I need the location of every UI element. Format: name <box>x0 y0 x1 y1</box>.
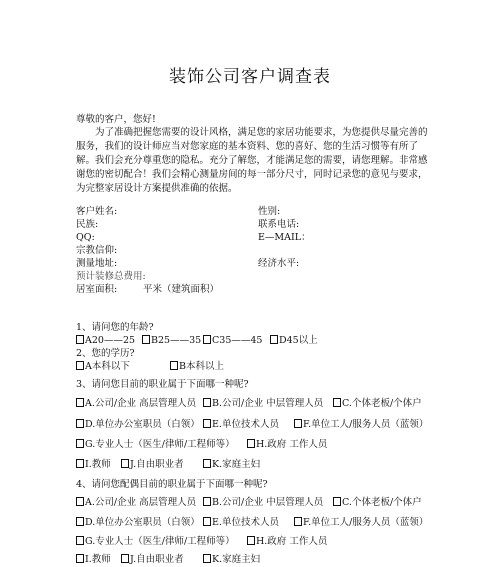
qq-label: QQ: <box>76 232 95 243</box>
address-label: 测量地址: <box>76 258 118 269</box>
checkbox-icon[interactable] <box>76 536 84 545</box>
q1-label: 1、请问您的年龄? <box>76 322 154 333</box>
q4-option-i[interactable]: I.教师 <box>76 553 111 567</box>
checkbox-icon[interactable] <box>203 398 211 407</box>
q1-option-b[interactable]: B25——35 <box>142 334 201 348</box>
religion-label: 宗教信仰: <box>76 245 118 256</box>
q3-option-h[interactable]: H.政府 工作人员 <box>247 438 327 452</box>
checkbox-icon[interactable] <box>170 361 178 370</box>
checkbox-icon[interactable] <box>203 419 211 428</box>
budget-label: 预计装修总费用: <box>76 271 146 282</box>
checkbox-icon[interactable] <box>76 439 84 448</box>
checkbox-icon[interactable] <box>203 554 211 563</box>
checkbox-icon[interactable] <box>270 335 278 344</box>
q3-option-a[interactable]: A.公司/企业 高层管理人员 <box>76 397 196 411</box>
q3-option-b[interactable]: B.公司/企业 中层管理人员 <box>203 397 323 411</box>
q3-option-g[interactable]: G.专业人士（医生/律师/工程师等） <box>76 438 235 452</box>
q3-option-d[interactable]: D.单位办公室职员（白领） <box>76 418 200 432</box>
q4-option-e[interactable]: E.单位技术人员 <box>203 516 279 530</box>
checkbox-icon[interactable] <box>333 497 341 506</box>
checkbox-icon[interactable] <box>76 361 84 370</box>
q4-label: 4、请问您配偶目前的职业属于下面哪一种呢? <box>76 479 268 490</box>
area-label: 居室面积: <box>76 284 118 295</box>
q3-option-j[interactable]: J.自由职业者 <box>121 458 184 472</box>
q4-option-j[interactable]: J.自由职业者 <box>121 553 184 567</box>
checkbox-icon[interactable] <box>76 459 84 468</box>
customer-name-label: 客户姓名: <box>76 206 118 217</box>
checkbox-icon[interactable] <box>76 517 84 526</box>
q3-option-k[interactable]: K.家庭主妇 <box>203 458 260 472</box>
checkbox-icon[interactable] <box>76 419 84 428</box>
q2-option-b[interactable]: B本科以上 <box>170 360 224 374</box>
email-label: E—MAIL： <box>258 232 311 243</box>
q4-option-g[interactable]: G.专业人士（医生/律师/工程师等） <box>76 535 235 549</box>
q1-option-c[interactable]: C35——45 <box>203 334 262 348</box>
checkbox-icon[interactable] <box>247 439 255 448</box>
area-unit: 平米（建筑面积） <box>143 284 220 295</box>
q3-option-f[interactable]: F.单位工人/服务人员（蓝领） <box>294 418 428 432</box>
q3-label: 3、请问您目前的职业属于下面哪一种呢? <box>76 379 249 390</box>
q4-option-b[interactable]: B.公司/企业 中层管理人员 <box>203 496 323 510</box>
q3-option-c[interactable]: C.个体老板/个体户 <box>333 397 422 411</box>
checkbox-icon[interactable] <box>121 459 129 468</box>
checkbox-icon[interactable] <box>76 554 84 563</box>
q3-option-i[interactable]: I.教师 <box>76 458 111 472</box>
q4-option-d[interactable]: D.单位办公室职员（白领） <box>76 516 200 530</box>
greeting: 尊敬的客户，您好! <box>76 114 156 125</box>
gender-label: 性别: <box>258 206 281 217</box>
checkbox-icon[interactable] <box>333 398 341 407</box>
checkbox-icon[interactable] <box>203 497 211 506</box>
checkbox-icon[interactable] <box>76 398 84 407</box>
q4-option-a[interactable]: A.公司/企业 高层管理人员 <box>76 496 196 510</box>
checkbox-icon[interactable] <box>142 335 150 344</box>
checkbox-icon[interactable] <box>294 419 302 428</box>
q2-label: 2、您的学历? <box>76 348 135 359</box>
q1-option-d[interactable]: D45以上 <box>270 334 318 348</box>
q3-option-e[interactable]: E.单位技术人员 <box>203 418 279 432</box>
checkbox-icon[interactable] <box>294 517 302 526</box>
q2-option-a[interactable]: A本科以下 <box>76 360 130 374</box>
ethnicity-label: 民族: <box>76 219 99 230</box>
phone-label: 联系电话: <box>258 219 300 230</box>
checkbox-icon[interactable] <box>121 554 129 563</box>
checkbox-icon[interactable] <box>76 335 84 344</box>
document-title: 装饰公司客户调查表 <box>169 67 331 87</box>
q4-option-h[interactable]: H.政府 工作人员 <box>247 535 327 549</box>
checkbox-icon[interactable] <box>247 536 255 545</box>
q4-option-f[interactable]: F.单位工人/服务人员（蓝领） <box>294 516 428 530</box>
checkbox-icon[interactable] <box>203 517 211 526</box>
economy-label: 经济水平: <box>258 258 300 269</box>
q4-option-k[interactable]: K.家庭主妇 <box>203 553 260 567</box>
intro-paragraph: 为了准确把握您需要的设计风格，满足您的家居功能要求，为您提供尽量完善的服务，我们的设计师应当对您家庭的基本资料、您的喜好、您的生活习惯等有所了解。我们会充分尊重您的隐私。充分了解您，才能满足您的需要，请您理解。非常感谢您的密切配合！我们会精心测量房间的每一部分尺寸，同时记录您的意见与要求，为完整家居设计方案提供准确的依据。 <box>76 127 428 194</box>
checkbox-icon[interactable] <box>203 335 211 344</box>
checkbox-icon[interactable] <box>203 459 211 468</box>
q1-option-a[interactable]: A20——25 <box>76 334 135 348</box>
q4-option-c[interactable]: C.个体老板/个体户 <box>333 496 422 510</box>
checkbox-icon[interactable] <box>76 497 84 506</box>
